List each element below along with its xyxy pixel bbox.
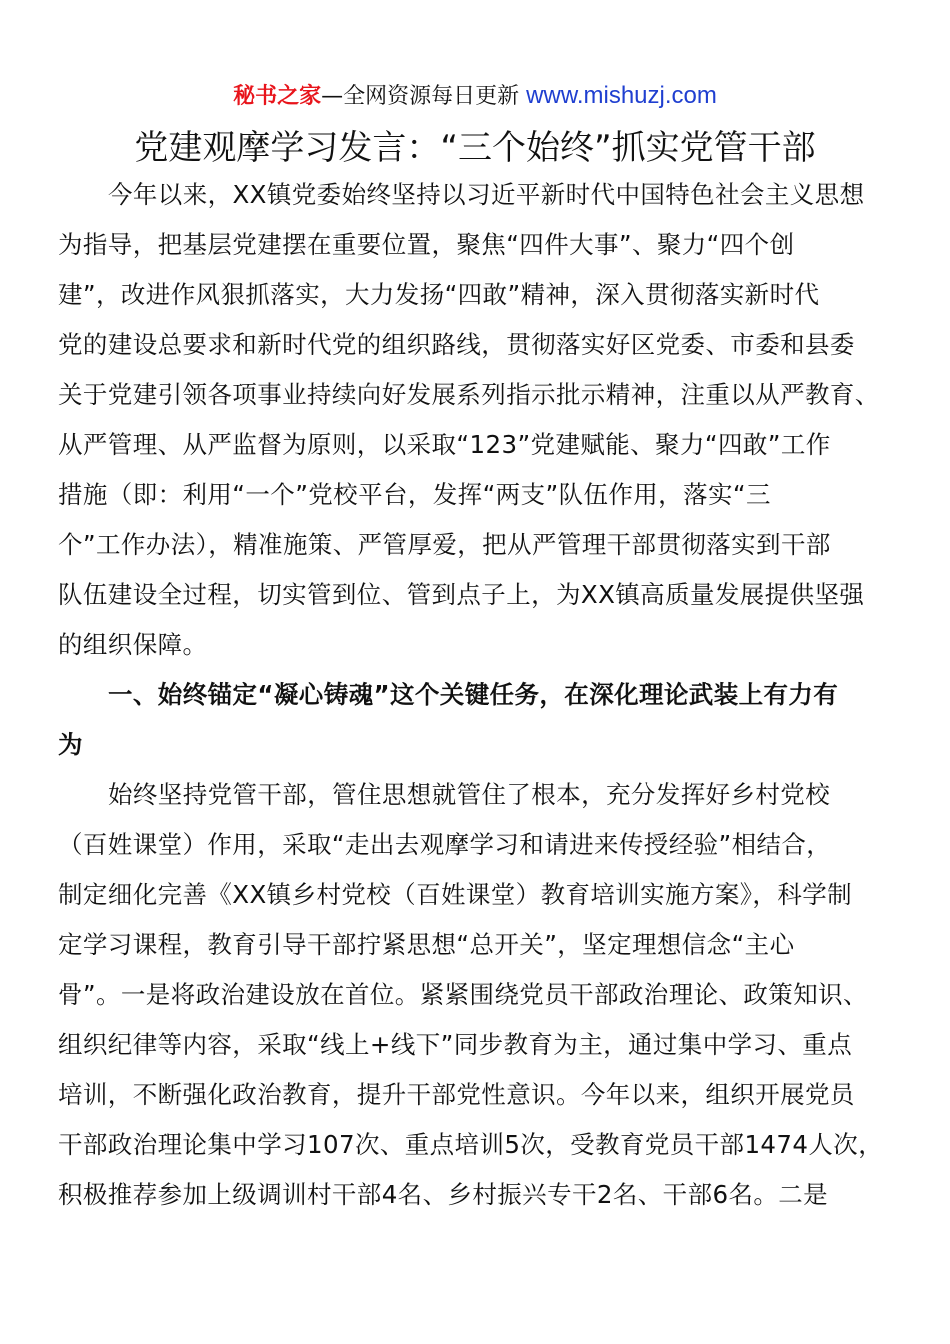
paragraph-line: 今年以来，XX镇党委始终坚持以习近平新时代中国特色社会主义思想 [108,180,865,209]
paragraph-line: 始终坚持党管干部，管住思想就管住了根本，充分发挥好乡村党校 [108,780,831,809]
paragraph-line: 的组织保障。 [58,630,208,659]
site-tagline: —全网资源每日更新 [321,84,520,109]
document-title: 党建观摩学习发言：“三个始终”抓实党管干部 [134,128,816,168]
paragraph-line: 制定细化完善《XX镇乡村党校（百姓课堂）教育培训实施方案》，科学制 [58,880,853,909]
paragraph-line: 培训，不断强化政治教育，提升干部党性意识。今年以来，组织开展党员 [58,1080,855,1109]
paragraph-line: 个”工作办法），精准施策、严管厚爱，把从严管理干部贯彻落实到干部 [58,530,831,559]
paragraph-line: 关于党建引领各项事业持续向好发展系列指示批示精神，注重以从严教育、 [58,380,880,409]
document-body [58,170,894,1220]
paragraph-line: 组织纪律等内容，采取“线上+线下”同步教育为主，通过集中学习、重点 [58,1030,853,1059]
section-heading-line: 一、始终锚定“凝心铸魂”这个关键任务，在深化理论武装上有力有 [108,680,839,709]
paragraph-line: 党的建设总要求和新时代党的组织路线，贯彻落实好区党委、市委和县委 [58,330,855,359]
paragraph-line: 骨”。一是将政治建设放在首位。紧紧围绕党员干部政治理论、政策知识、 [58,980,868,1009]
paragraph-line: 措施（即：利用“一个”党校平台，发挥“两支”队伍作用，落实“三 [58,480,771,509]
paragraph-line: 队伍建设全过程，切实管到位、管到点子上，为XX镇高质量发展提供坚强 [58,580,865,609]
site-brand: 秘书之家 [233,84,322,109]
paragraph-line: 为指导，把基层党建摆在重要位置，聚焦“四件大事”、聚力“四个创 [58,230,795,259]
site-url-link[interactable]: www.mishuzj.com [526,82,717,109]
site-header [0,80,950,113]
paragraph-line: 定学习课程，教育引导干部拧紧思想“总开关”，坚定理想信念“主心 [58,930,795,959]
section-heading-line: 为 [58,730,83,759]
paragraph-line: 从严管理、从严监督为原则，以采取“123”党建赋能、聚力“四敢”工作 [58,430,831,459]
paragraph-line: （百姓课堂）作用，采取“走出去观摩学习和请进来传授经验”相结合， [58,830,832,859]
paragraph-line: 建”，改进作风狠抓落实，大力发扬“四敢”精神，深入贯彻落实新时代 [58,280,820,309]
paragraph-line: 干部政治理论集中学习107次、重点培训5次，受教育党员干部1474人次， [58,1130,884,1159]
paragraph-line: 积极推荐参加上级调训村干部4名、乡村振兴专干2名、干部6名。二是 [58,1180,829,1209]
